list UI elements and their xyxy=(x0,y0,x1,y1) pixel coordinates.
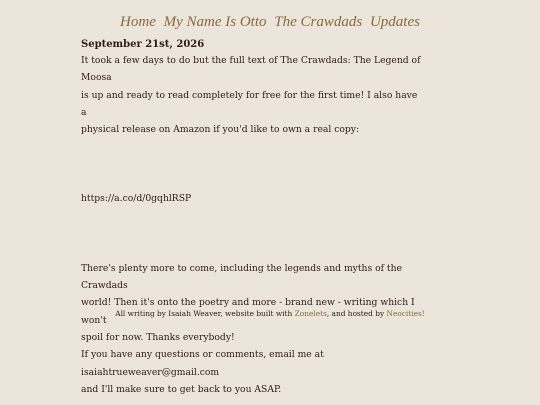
post-text-line: spoil for now. Thanks everybody! xyxy=(81,331,235,343)
post-content xyxy=(81,38,421,398)
site-footer xyxy=(0,309,540,318)
nav-link-home[interactable]: Home xyxy=(120,14,156,30)
post-text-line: is up and ready to read completely for free for the first time! I also have a xyxy=(81,89,418,118)
nav-link-my-name-is-otto[interactable]: My Name Is Otto xyxy=(163,14,267,30)
neocities-link[interactable]: Neocities! xyxy=(386,309,425,318)
nav-link-updates[interactable]: Updates xyxy=(369,14,420,30)
post-text-line: It took a few days to do but the full text of The Crawdads: The Legend of Moosa xyxy=(81,55,421,84)
amazon-link-text: https://a.co/d/0gqhlRSP xyxy=(81,193,192,205)
top-nav xyxy=(0,14,540,31)
post-date: September 21st, 2026 xyxy=(81,39,205,50)
post-text-line: and I'll make sure to get back to you ASAP. xyxy=(81,383,282,395)
post-text-line: If you have any questions or comments, email me at isaiahtrueweaver@gmail.com xyxy=(81,349,324,378)
nav-link-the-crawdads[interactable]: The Crawdads xyxy=(274,14,363,30)
post-text-line: There's plenty more to come, including the legends and myths of the Crawdads xyxy=(81,262,402,292)
zonelets-link[interactable]: Zonelets xyxy=(294,309,327,318)
footer-text: All writing by Isaiah Weaver, website built with xyxy=(115,309,295,318)
post-text-line: physical release on Amazon if you'd like to own a real copy: xyxy=(81,124,360,136)
post-text-line: world! Then it's onto the poetry and more - brand new - writing which I won't xyxy=(81,297,415,326)
footer-text: , and hosted by xyxy=(326,309,387,318)
